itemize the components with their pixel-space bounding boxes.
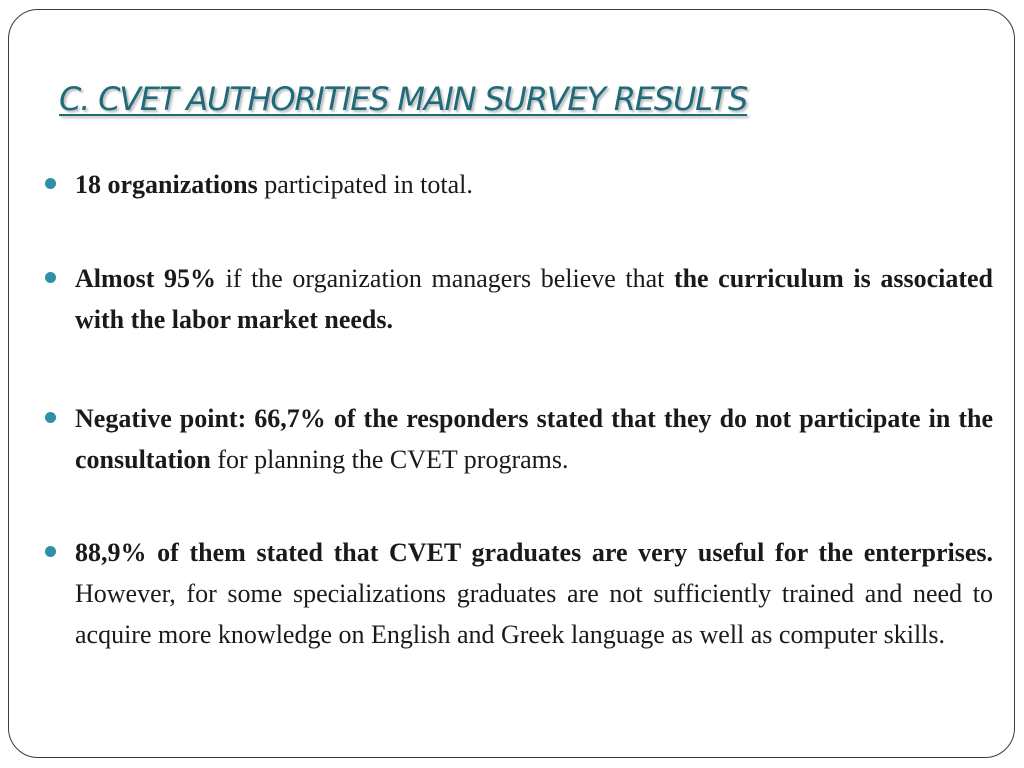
bullet-bold-text: Negative point: 66,7% of the responders stated that they do not participate in the consultation	[75, 404, 993, 474]
bullet-text: if the organization managers believe that	[216, 264, 674, 293]
bullet-bold-text: Almost 95%	[75, 264, 217, 293]
slide-title: C. CVET AUTHORITIES MAIN SURVEY RESULTS	[59, 80, 748, 118]
bullet-dot-icon	[45, 178, 56, 189]
bullet-bold-text: 88,9% of them stated that CVET graduates are very useful for the enterprises.	[75, 538, 993, 567]
slide-frame	[8, 9, 1015, 758]
bullet-item	[75, 258, 993, 340]
bullet-dot-icon	[45, 546, 56, 557]
bullet-item	[75, 398, 993, 480]
bullet-text: However, for some specializations graduates are not sufficiently trained and need to acquire more knowledge on English and Greek language as well as computer skills.	[75, 579, 993, 649]
bullet-bold-text-2: the curriculum is associated with the labor market needs.	[75, 264, 993, 334]
bullet-item	[75, 532, 993, 655]
bullet-text: participated in total.	[257, 170, 473, 199]
bullet-bold-text: 18 organizations	[75, 170, 258, 199]
bullet-dot-icon	[45, 412, 56, 423]
bullet-list	[75, 164, 993, 655]
bullet-text: for planning the CVET programs.	[210, 445, 569, 474]
bullet-dot-icon	[45, 272, 56, 283]
bullet-item	[75, 164, 993, 205]
